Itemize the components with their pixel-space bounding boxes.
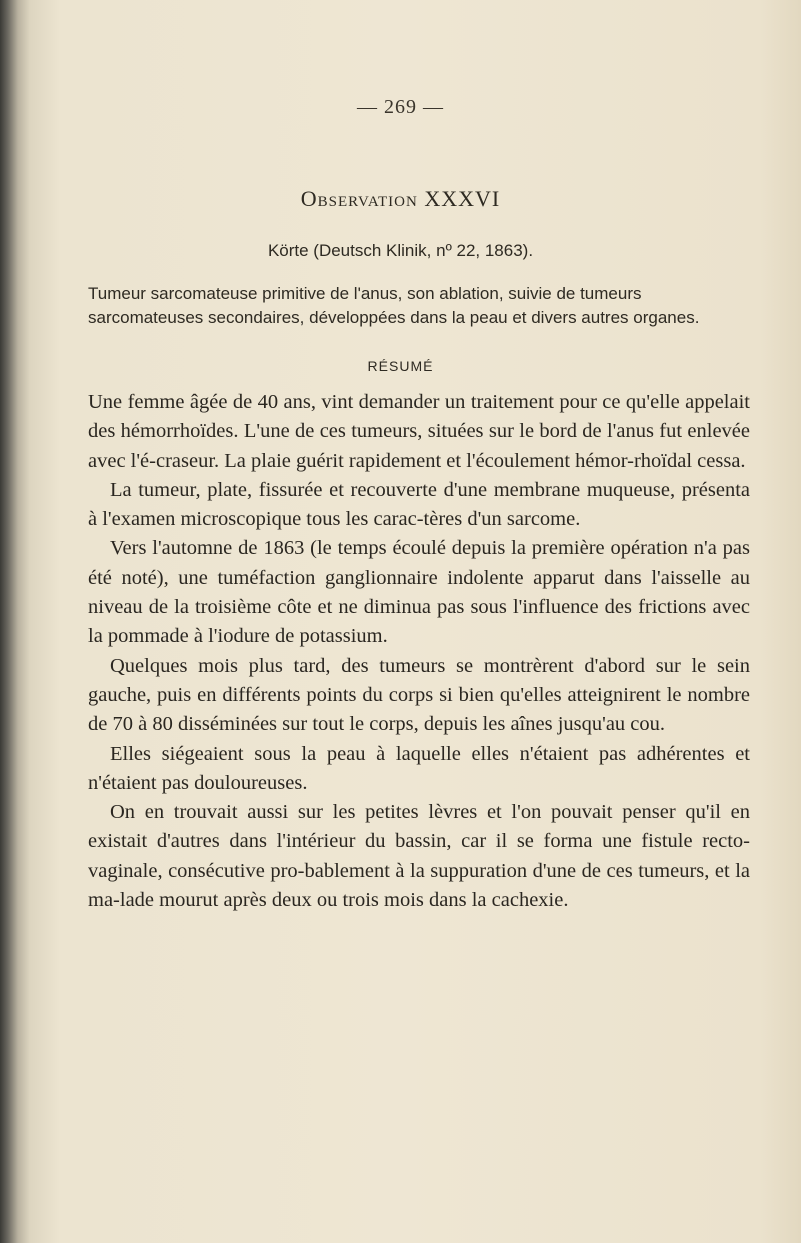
paragraph-6: On en trouvait aussi sur les petites lèvres et l'on pouvait penser qu'il en existait d'autres dans l'intérieur du bassin, car il se forma une fistule recto-vaginale, consécutive pro-bablement à la suppuration d'une de ces tumeurs, et la ma-lade mourut après deux ou trois mois dans la cachexie. [88,801,750,912]
source-citation: Körte (Deutsch Klinik, nº 22, 1863). [267,241,534,260]
case-body [88,388,750,915]
paragraph-3: Vers l'automne de 1863 (le temps écoulé depuis la première opération n'a pas été noté), une tuméfaction ganglionnaire indolente apparut dans l'aisselle au niveau de la troisième côte et ne diminua pas sous l'influence des frictions avec la pommade à l'iodure de potassium. [88,537,750,648]
summary-text: Tumeur sarcomateuse primitive de l'anus, son ablation, suivie de tumeurs sarcomateuses secondaires, développées dans la peau et divers autres organes. [88,284,700,327]
observation-title: Observation XXXVI [300,186,501,211]
case-summary [88,282,748,330]
paragraph-1: Une femme âgée de 40 ans, vint demander un traitement pour ce qu'elle appelait des hémorrhoïdes. L'une de ces tumeurs, situées sur le bord de l'anus fut enlevée avec l'é-craseur. La plaie guérit rapidement et l'écoulement hémor-rhoïdal cessa. [88,391,750,472]
paragraph-4: Quelques mois plus tard, des tumeurs se montrèrent d'abord sur le sein gauche, puis en différents points du corps si bien qu'elles atteignirent le nombre de 70 à 80 disséminées sur tout le corps, depuis les aînes jusqu'au cou. [88,654,750,736]
page-number: — 269 — [357,96,444,118]
resume-heading: RÉSUMÉ [367,358,434,374]
paragraph-2: La tumeur, plate, fissurée et recouverte d'une membrane muqueuse, présenta à l'examen microscopique tous les carac-tères d'un sarcome. [88,478,750,531]
paragraph-5: Elles siégeaient sous la peau à laquelle elles n'étaient pas adhérentes et n'étaient pas douloureuses. [88,742,750,794]
